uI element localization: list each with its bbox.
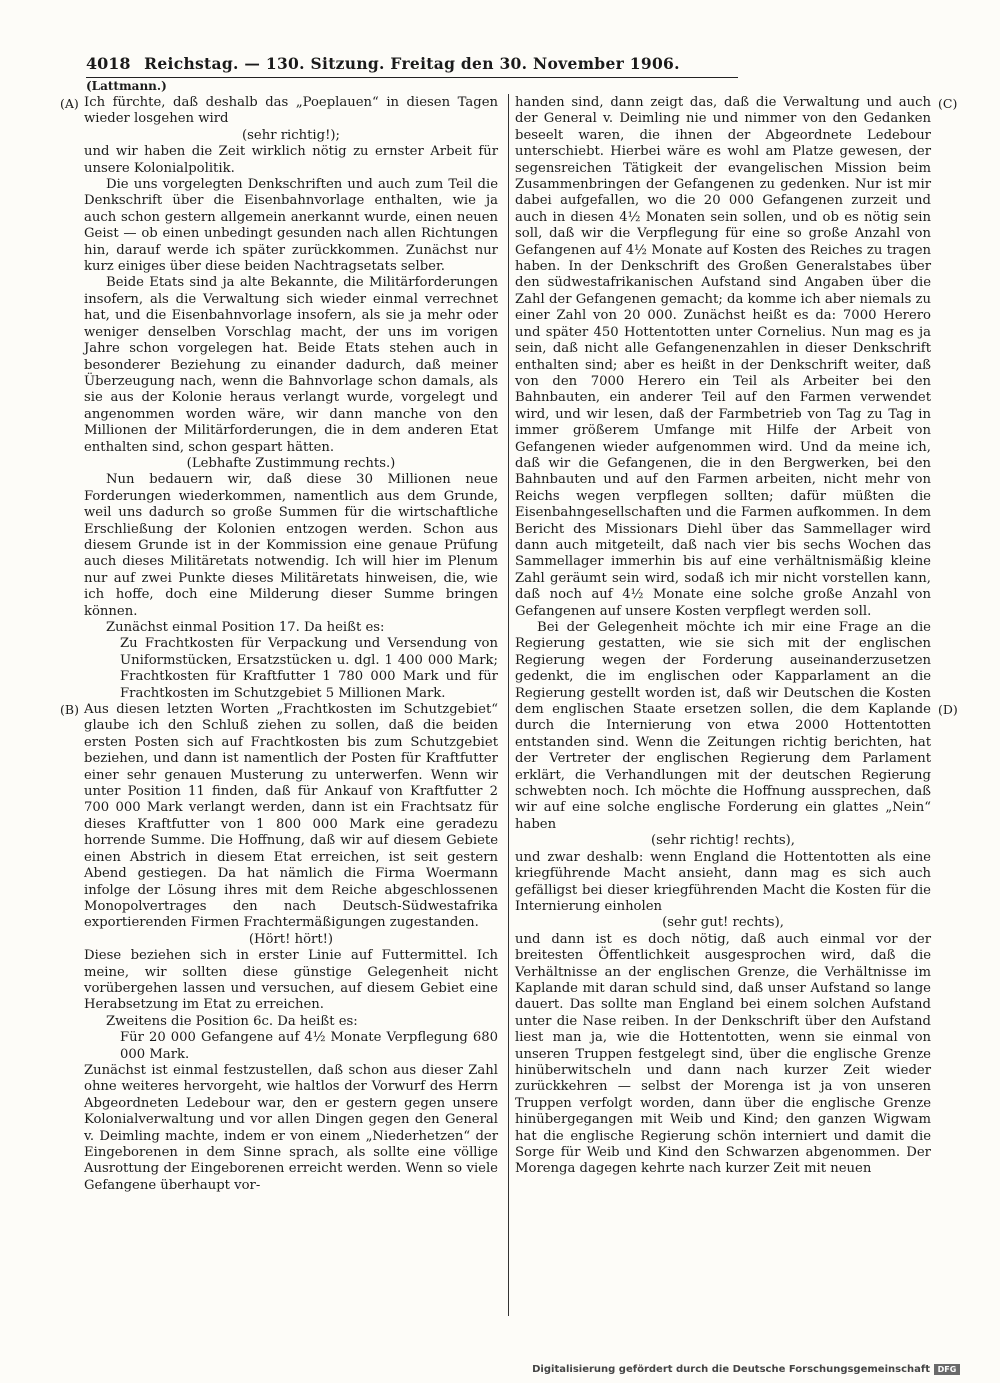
speaker-name: (Lattmann.) [86,79,167,93]
paragraph: und zwar deshalb: wenn England die Hottentotten als eine kriegführende Macht ansieht, dann mag es sich auch gefälligst bei dieser kriegführenden Macht die Kosten für die Internierung einholen [515,849,931,914]
paragraph: (sehr richtig! rechts), [651,833,795,849]
paragraph: Für 20 000 Gefangene auf 4½ Monate Verpflegung 680 000 Mark. [120,1030,498,1062]
paragraph: und wir haben die Zeit wirklich nötig zu ernster Arbeit für unsere Kolonialpolitik. [84,144,498,176]
margin-mark-b: (B) [60,702,79,717]
margin-mark-c: (C) [938,96,958,111]
paragraph: (sehr richtig!); [242,127,340,143]
paragraph: (Lebhafte Zustimmung rechts.) [186,455,396,471]
running-title: Reichstag. — 130. Sitzung. Freitag den 30. November 1906. [144,54,680,73]
page-number: 4018 [86,54,131,73]
left-column [84,95,498,1194]
paragraph: Zu Frachtkosten für Verpackung und Versendung von Uniformstücken, Ersatzstücken u. dgl. 1 400 000 Mark; Frachtkosten für Kraftfutter 1 780 000 Mark und für Frachtkosten im Schutzgebiet 5 Millionen Mark. [120,636,498,701]
paragraph: Beide Etats sind ja alte Bekannte, die Militärforderungen insofern, als die Verwaltung sich wieder einmal verrechnet hat, und die Eisenbahnvorlage insofern, als sie ja mehr oder weniger denselben Vorschlag macht, der uns im vorigen Jahre schon vorgelegen hat. Beide Etats stehen auch in besonderer Beziehung zu einander dadurch, daß meiner Überzeugung nach, wenn die Bahnvorlage schon damals, als sie aus der Kolonie heraus verlangt wurde, vorgelegt und angenommen worden wäre, wir dann manche von den Millionen der Militärforderungen, die in dem anderen Etat enthalten sind, schon gespart hätten. [84,275,498,455]
paragraph: Ich fürchte, daß deshalb das „Poeplauen“ in diesen Tagen wieder losgehen wird [84,95,498,127]
paragraph: Zunächst ist einmal festzustellen, daß schon aus dieser Zahl ohne weiteres hervorgeht, wie haltlos der Vorwurf des Herrn Abgeordneten Ledebour war, den er gestern gegen unsere Kolonialverwaltung und vor allen Dingen gegen den General v. Deimling machte, indem er von einem „Niederhetzen“ der Eingeborenen in dem Sinne sprach, als sollte eine völlige Ausrottung der Eingeborenen erreicht werden. Wenn so viele Gefangene überhaupt vor- [84,1062,498,1193]
paragraph: Die uns vorgelegten Denkschriften und auch zum Teil die Denkschrift über die Eisenbahnvorlage enthalten, wie ja auch schon gestern allgemein anerkannt wurde, einen neuen Geist — ob einen unbedingt gesunden nach allen Richtungen hin, darauf werde ich später zurückkommen. Zunächst nur kurz einiges über diese beiden Nachtragsetats selber. [84,177,498,275]
digitization-credit [532,1364,960,1375]
dfg-logo: DFG [934,1364,960,1375]
margin-mark-a: (A) [60,96,79,111]
margin-mark-d: (D) [938,702,958,717]
credit-text: Digitalisierung gefördert durch die Deutsche Forschungsgemeinschaft [532,1364,930,1375]
paragraph: (sehr gut! rechts), [662,915,784,931]
paragraph: Aus diesen letzten Worten „Frachtkosten im Schutzgebiet“ glaube ich den Schluß ziehen zu sollen, daß die beiden ersten Posten sich auf Frachtkosten bis zum Schutzgebiet beziehen, und dann ist namentlich der Posten für Kraftfutter einer sehr genauen Musterung zu unterwerfen. Wenn wir unter Position 11 finden, daß für Ankauf von Kraftfutter 2 700 000 Mark verlangt werden, dann ist ein Frachtsatz für dieses Kraftfutter von 1 800 000 Mark eine geradezu horrende Summe. Die Hoffnung, daß wir auf diesem Gebiete einen Abstrich in diesem Etat erreichen, ist seit gestern Abend gestiegen. Da hat nämlich die Firma Woermann infolge der Lösung ihres mit dem Reiche abgeschlossenen Monopolvertrages den nach Deutsch-Südwestafrika exportierenden Firmen Frachtermäßigungen zugestanden. [84,702,498,931]
paragraph: Nun bedauern wir, daß diese 30 Millionen neue Forderungen wiederkommen, namentlich aus dem Grunde, weil uns dadurch so große Summen für die wirtschaftliche Erschließung der Kolonien entzogen werden. Schon aus diesem Grunde ist in der Kommission eine genaue Prüfung auch dieses Militäretats notwendig. Ich will hier im Plenum nur auf zwei Punkte dieses Militäretats hinweisen, die, wie ich hoffe, doch eine Milderung dieser Summe bringen können. [84,472,498,619]
paragraph: und dann ist es doch nötig, daß auch einmal vor der breitesten Öffentlichkeit ausgesprochen wird, daß die Verhältnisse an der englischen Grenze, die Verhältnisse im Kaplande mit daran schuld sind, daß unser Aufstand so lange dauert. Das sollte man England bei einem solchen Aufstand unter die Nase reiben. In der Denkschrift über den Aufstand liest man ja, wie die Hottentotten, wenn sie einmal von unseren Truppen festgelegt sind, über die englische Grenze hinüberwitscheln und dann nach kurzer Zeit wieder zurückkehren — selbst der Morenga ist ja von unseren Truppen verfolgt worden, dann über die englische Grenze hinübergegangen mit Weib und Kind; den ganzen Wigwam hat die englische Regierung schön interniert und damit die Sorge für Weib und Kind den Schwarzen abgenommen. Der Morenga dagegen kehrte nach kurzer Zeit mit neuen [515,931,931,1177]
page-header [86,54,738,76]
header-rule [86,77,738,78]
paragraph: Zunächst einmal Position 17. Da heißt es: [106,620,385,635]
paragraph: Zweitens die Position 6c. Da heißt es: [106,1013,358,1029]
paragraph: (Hört! hört!) [248,931,334,947]
paragraph: Diese beziehen sich in erster Linie auf Futtermittel. Ich meine, wir sollten diese günstige Gelegenheit nicht vorübergehen lassen und versuchen, auf diesem Gebiet eine Herabsetzung im Etat zu erreichen. [84,948,498,1013]
column-divider [508,94,509,1316]
paragraph: handen sind, dann zeigt das, daß die Verwaltung und auch der General v. Deimling nie und nimmer von den Gedanken beseelt waren, die ihnen der Abgeordnete Ledebour unterschiebt. Hierbei wäre es wohl am Platze gewesen, der segensreichen Tätigkeit der evangelischen Mission beim Zusammenbringen der Gefangenen zu gedenken. Nur ist mir dabei aufgefallen, wo die 20 000 Gefangenen zurzeit und auch in diesen 4½ Monaten sein sollen, und ob es nötig sein soll, daß wir die Verpflegung für eine so große Anzahl von Gefangenen auf 4½ Monate auf Kosten des Reiches zu tragen haben. In der Denkschrift des Großen Generalstabes über den südwestafrikanischen Aufstand sind Angaben über die Zahl der Gefangenen gemacht; da komme ich aber niemals zu einer Zahl von 20 000. Zunächst heißt es da: 7000 Herero und später 450 Hottentotten unter Cornelius. Nun mag es ja sein, daß nicht alle Gefangenenzahlen in dieser Denkschrift enthalten sind; aber es heißt in der Denkschrift weiter, daß von den 7000 Herero ein Teil als Arbeiter bei den Bahnbauten, ein anderer Teil auf den Farmen verwendet wird, und wir lesen, daß der Farmbetrieb von Tag zu Tag in immer größerem Umfange mit Hilfe der Arbeit von Gefangenen wieder aufgenommen wird. Und da meine ich, daß wir die Gefangenen, die in den Bergwerken, bei den Bahnbauten und auf den Farmen arbeiten, nicht mehr von Reichs wegen verpflegen sollten; dafür müßten die Eisenbahngesellschaften und die Farmen aufkommen. In dem Bericht des Missionars Diehl über das Sammellager wird dann auch mitgeteilt, daß nach vier bis sechs Wochen das Sammellager immerhin bis auf eine verhältnismäßig kleine Zahl geräumt sein wird, sodaß ich mir nicht vorstellen kann, daß noch auf 4½ Monate eine solche große Anzahl von Gefangenen auf unsere Kosten verpflegt werden soll. [515,95,931,619]
paragraph: Bei der Gelegenheit möchte ich mir eine Frage an die Regierung gestatten, wie sie sich mit der englischen Regierung wegen der Forderung auseinanderzusetzen gedenkt, die im englischen oder Kapparlament an die Regierung gestellt worden ist, daß wir Deutschen die Kosten dem englischen Staate ersetzen sollen, die dem Kaplande durch die Internierung von etwa 2000 Hottentotten entstanden sind. Wenn die Zeitungen richtig berichten, hat der Vertreter der englischen Regierung dem Parlament erklärt, die Verhandlungen mit der deutschen Regierung schwebten noch. Ich möchte die Hoffnung aussprechen, daß wir auf eine solche englische Forderung ein glattes „Nein“ haben [515,620,931,832]
right-column [515,95,931,1178]
